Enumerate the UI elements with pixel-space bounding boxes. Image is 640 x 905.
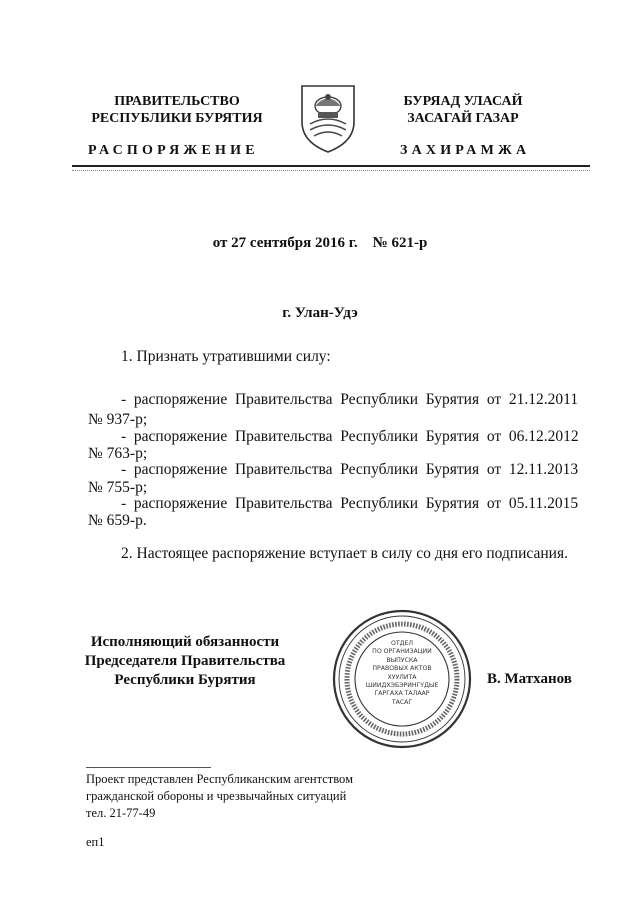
list-item-3: - распоряжение Правительства Республики Бурятия от 12.11.2013 (121, 461, 579, 478)
header-right (388, 93, 538, 127)
list-item-3-cont: № 755-р; (88, 479, 148, 496)
list-item-4: - распоряжение Правительства Республики Бурятия от 05.11.2015 (121, 495, 579, 512)
signatory-name: В. Матханов (487, 671, 572, 687)
list-item-2: - распоряжение Правительства Республики Бурятия от 06.12.2012 (121, 428, 579, 445)
header-rule (72, 165, 590, 167)
signature-line3: Республики Бурятия (114, 672, 256, 688)
date-number: от 27 сентября 2016 г. № 621-р (212, 235, 428, 251)
header-dotted-rule (72, 170, 590, 171)
header-right-line1: БУРЯАД УЛАСАЙ (403, 94, 523, 109)
header-left-line2: РЕСПУБЛИКИ БУРЯТИЯ (91, 111, 263, 126)
footer-block (86, 771, 353, 822)
doc-type-ru: РАСПОРЯЖЕНИЕ (88, 143, 259, 158)
footer-line1: Проект представлен Республиканским агентством (86, 772, 353, 786)
footnote-rule (86, 767, 211, 768)
signature-line2: Председателя Правительства (84, 653, 286, 669)
official-seal (331, 608, 473, 750)
header-left-line1: ПРАВИТЕЛЬСТВО (114, 94, 240, 109)
header-right-line2: ЗАСАГАЙ ГАЗАР (407, 111, 519, 126)
item1-intro: 1. Признать утратившими силу: (121, 348, 331, 365)
header-left (82, 93, 272, 127)
coat-of-arms-emblem (296, 82, 360, 154)
list-item-4-cont: № 659-р. (88, 512, 147, 529)
signature-line1: Исполняющий обязанности (90, 634, 280, 650)
signature-title (70, 633, 300, 690)
item2: 2. Настоящее распоряжение вступает в силу со дня его подписания. (121, 545, 568, 562)
footer-line3: тел. 21-77-49 (86, 806, 156, 820)
footer-code: еп1 (86, 835, 105, 849)
doc-type-bur: ЗАХИРАМЖА (400, 143, 531, 158)
list-item-1-cont: № 937-р; (88, 411, 148, 428)
footer-line2: гражданской обороны и чрезвычайных ситуаций (86, 789, 347, 803)
seal-center-text: ОТДЕЛ ПО ОРГАНИЗАЦИИ ВЫПУСКА ПРАВОВЫХ АКТОВ ХУУЛИТА ШИИДХЭБЭРИНГҮДЫЕ ГАРГАХА ТАЛААР ТАСАГ (365, 640, 439, 706)
list-item-1: - распоряжение Правительства Республики Бурятия от 21.12.2011 (121, 391, 579, 408)
list-item-2-cont: № 763-р; (88, 445, 148, 462)
place: г. Улан-Удэ (282, 305, 358, 321)
